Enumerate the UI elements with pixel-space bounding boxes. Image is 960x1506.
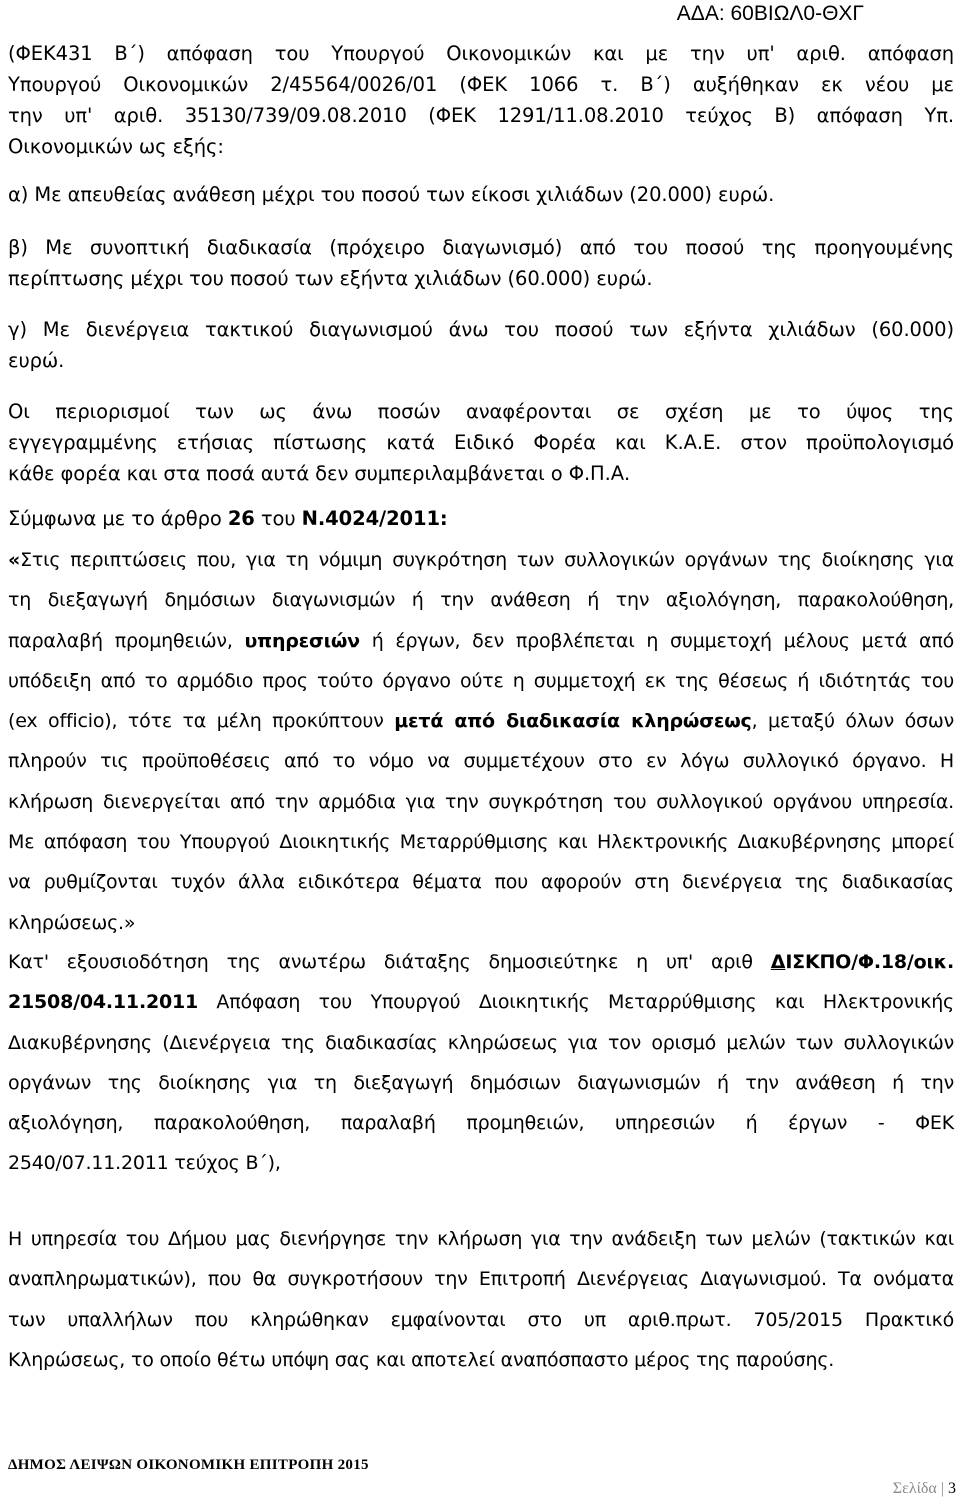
service-line: αναπληρωματικών), που θα συγκροτήσουν την Επιτροπή Διενέργειας Διαγωνισμού. Τα ονόματα	[8, 1268, 954, 1291]
quote-line: τη διεξαγωγή δημόσιων διαγωνισμών ή την ανάθεση ή την αξιολόγηση, παρακολούθηση,	[8, 589, 954, 612]
decision-number-initial: Δ	[770, 951, 786, 973]
quote-line: πληρούν τις προϋποθέσεις από το νόμο να συμμετέχουν στο εν λόγω συλλογικό όργανο. Η	[8, 750, 954, 773]
execution-line: Διακυβέρνησης (Διενέργεια της διαδικασίας κληρώσεως για τον ορισμό μελών των συλλογικών	[8, 1031, 954, 1054]
service-line: Η υπηρεσία του Δήμου μας διενήργησε την κλήρωση για την ανάδειξη των μελών (τακτικών και	[8, 1228, 954, 1250]
item-a-text: α) Με απευθείας ανάθεση μέχρι του ποσού των είκοσι χιλιάδων (20.000) ευρώ.	[8, 183, 775, 206]
law-number: Ν.4024/2011:	[301, 507, 448, 530]
limits-line: κάθε φορέα και στα ποσά αυτά δεν συμπεριλαμβάνεται ο Φ.Π.Α.	[8, 462, 631, 485]
execution-paragraph	[8, 942, 954, 1184]
intro-line: την υπ' αριθ. 35130/739/09.08.2010 (ΦΕΚ 1291/11.08.2010 τεύχος Β) απόφαση Υπ.	[8, 104, 954, 127]
page-number-block	[893, 1480, 956, 1498]
item-c-line: ευρώ.	[8, 349, 65, 372]
quote-line: παραλαβή προμηθειών,	[8, 629, 245, 652]
quote-line: , μεταξύ όλων όσων	[751, 710, 954, 733]
article-reference	[8, 503, 954, 534]
service-paragraph	[8, 1219, 954, 1380]
page-separator: |	[940, 1480, 944, 1497]
ada-code: ΑΔΑ: 60ΒΙΩΛ0-ΘΧΓ	[676, 2, 864, 25]
limits-paragraph	[8, 396, 954, 489]
decision-date: 21508/04.11.2011	[8, 991, 199, 1014]
article-prefix: Σύμφωνα με το άρθρο	[8, 507, 228, 530]
quote-line: (ex officio), τότε τα μέλη προκύπτουν	[8, 710, 395, 733]
limits-line: εγγεγραμμένης ετήσιας πίστωσης κατά Ειδικό Φορέα και Κ.Α.Ε. στον προϋπολογισμό	[8, 431, 954, 454]
item-b-line: περίπτωσης μέχρι του ποσού των εξήντα χιλιάδων (60.000) ευρώ.	[8, 267, 653, 290]
item-a	[8, 179, 954, 210]
limits-line: Οι περιορισμοί των ως άνω ποσών αναφέρονται σε σχέση με το ύψος της	[8, 400, 954, 423]
item-c	[8, 314, 954, 376]
quote-line: υπόδειξη από το αρμόδιο προς τούτο όργανο ούτε η συμμετοχή εκ της θέσεως ή ιδιότητάς του	[8, 669, 954, 692]
item-b-line: β) Με συνοπτική διαδικασία (πρόχειρο διαγωνισμό) από του ποσού της προηγουμένης	[8, 236, 954, 259]
intro-line: (ΦΕΚ431 Β΄) απόφαση του Υπουργού Οικονομικών και με την υπ' αριθ. απόφαση	[8, 42, 954, 65]
quote-line: κληρώσεως.»	[8, 911, 136, 934]
intro-paragraph	[8, 38, 954, 162]
quote-line: κλήρωση διενεργείται από την αρμόδια για την συγκρότηση του συλλογικού οργάνου υπηρεσία.	[8, 790, 954, 813]
article-mid: του	[254, 507, 302, 530]
law-quote	[8, 540, 954, 943]
footer-title: ΔΗΜΟΣ ΛΕΙΨΩΝ ΟΙΚΟΝΟΜΙΚΗ ΕΠΙΤΡΟΠΗ 2015	[8, 1457, 369, 1473]
service-line: των υπαλλήλων που κληρώθηκαν εμφαίνονται στο υπ αριθ.πρωτ. 705/2015 Πρακτικό	[8, 1308, 954, 1331]
execution-line: οργάνων της διοίκησης για τη διεξαγωγή δημόσιων διαγωνισμών ή την ανάθεση ή την	[8, 1071, 954, 1094]
quote-bold-services: υπηρεσιών	[244, 629, 360, 652]
item-c-line: γ) Με διενέργεια τακτικού διαγωνισμού άνω του ποσού των εξήντα χιλιάδων (60.000)	[8, 318, 954, 341]
page-number: 3	[948, 1480, 956, 1497]
quote-line: ή έργων, δεν προβλέπεται η συμμετοχή μέλους μετά από	[359, 629, 954, 652]
page-label: Σελίδα	[892, 1480, 937, 1497]
quote-line: να ρυθμίζονται τυχόν άλλα ειδικότερα θέματα που αφορούν στη διενέργεια της διαδικασίας	[8, 871, 954, 894]
execution-line: 2540/07.11.2011 τεύχος Β΄),	[8, 1152, 281, 1175]
open-quote: «	[8, 549, 21, 571]
quote-bold-draw: μετά από διαδικασία κληρώσεως	[394, 710, 752, 733]
quote-line: Με απόφαση του Υπουργού Διοικητικής Μεταρρύθμισης και Ηλεκτρονικής Διακυβέρνησης μπορεί	[8, 831, 954, 854]
intro-line: Οικονομικών ως εξής:	[8, 135, 224, 158]
item-b	[8, 232, 954, 294]
article-number: 26	[227, 507, 255, 530]
service-line: Κληρώσεως, το οποίο θέτω υπόψη σας και αποτελεί αναπόσπαστο μέρος της παρούσης.	[8, 1348, 835, 1371]
execution-line: Κατ' εξουσιοδότηση της ανωτέρω διάταξης δημοσιεύτηκε η υπ' αριθ	[8, 951, 771, 973]
intro-line: Υπουργού Οικονομικών 2/45564/0026/01 (ΦΕΚ 1066 τ. Β΄) αυξήθηκαν εκ νέου με	[8, 73, 954, 96]
decision-number: ΙΣΚΠΟ/Φ.18/οικ.	[785, 951, 954, 973]
quote-line: Στις περιπτώσεις που, για τη νόμιμη συγκρότηση των συλλογικών οργάνων της διοίκησης για	[20, 549, 954, 571]
execution-line: αξιολόγηση, παρακολούθηση, παραλαβή προμηθειών, υπηρεσιών ή έργων - ΦΕΚ	[8, 1112, 954, 1135]
execution-line: Απόφαση του Υπουργού Διοικητικής Μεταρρύθμισης και Ηλεκτρονικής	[198, 991, 954, 1014]
